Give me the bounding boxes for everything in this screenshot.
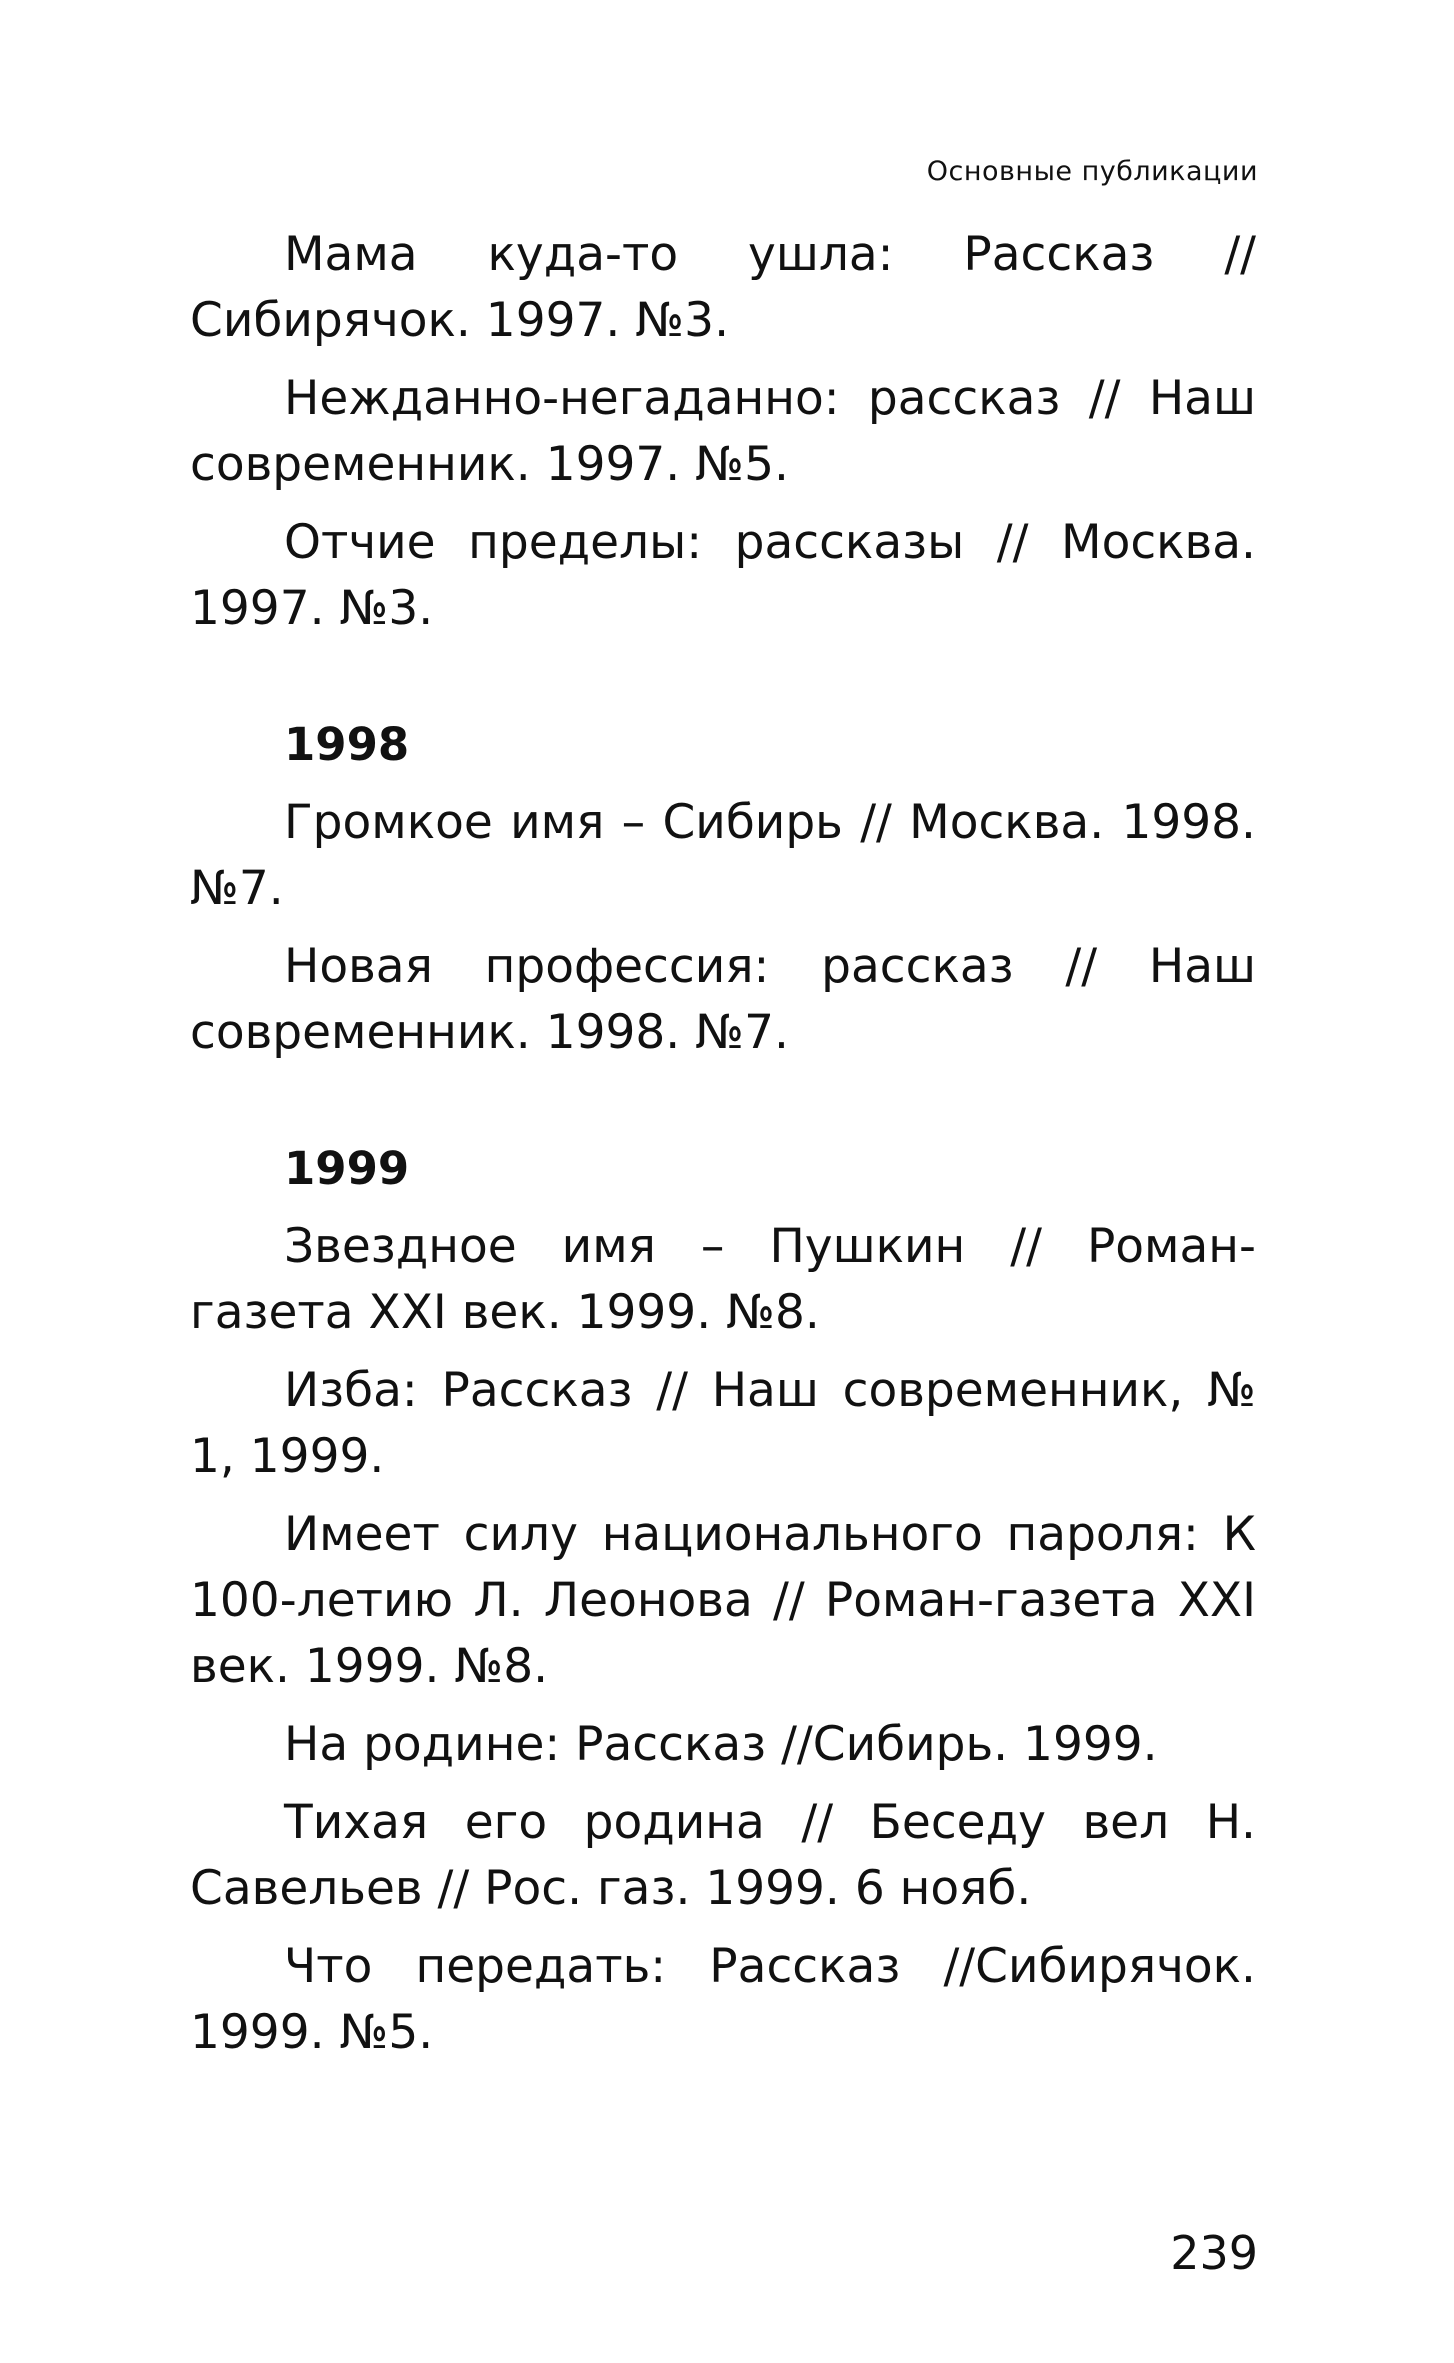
bibliography-list bbox=[190, 222, 1256, 2078]
entry-1999-3: Имеет силу национального пароля: К 100-летию Л. Леонова // Роман-газета XXI век. 1999. №8. bbox=[190, 1507, 1256, 1694]
entry-1997-1: Мама куда-то ушла: Рассказ // Сибирячок. 1997. №3. bbox=[190, 227, 1256, 348]
year-heading-1998: 1998 bbox=[284, 718, 410, 771]
entry-1998-1: Громкое имя – Сибирь // Москва. 1998. №7. bbox=[190, 795, 1256, 916]
entry-1999-5: Тихая его родина // Беседу вел Н. Савельев // Рос. газ. 1999. 6 нояб. bbox=[190, 1795, 1256, 1916]
entry-1999-6: Что передать: Рассказ //Сибирячок. 1999. №5. bbox=[190, 1939, 1256, 2060]
entry-1999-4: На родине: Рассказ //Сибирь. 1999. bbox=[284, 1717, 1158, 1772]
page-number: 239 bbox=[1170, 2226, 1258, 2280]
entry-1997-3: Отчие пределы: рассказы // Москва. 1997. №3. bbox=[190, 515, 1256, 636]
entry-1999-2: Изба: Рассказ // Наш современник, № 1, 1999. bbox=[190, 1363, 1256, 1484]
entry-1998-2: Новая профессия: рассказ // Наш современник. 1998. №7. bbox=[190, 939, 1256, 1060]
entry-1999-1: Звездное имя – Пушкин // Роман-газета XXI век. 1999. №8. bbox=[190, 1219, 1256, 1340]
entry-1997-2: Нежданно-негаданно: рассказ // Наш современник. 1997. №5. bbox=[190, 371, 1256, 492]
year-heading-1999: 1999 bbox=[284, 1142, 410, 1195]
running-head: Основные публикации bbox=[926, 156, 1258, 187]
